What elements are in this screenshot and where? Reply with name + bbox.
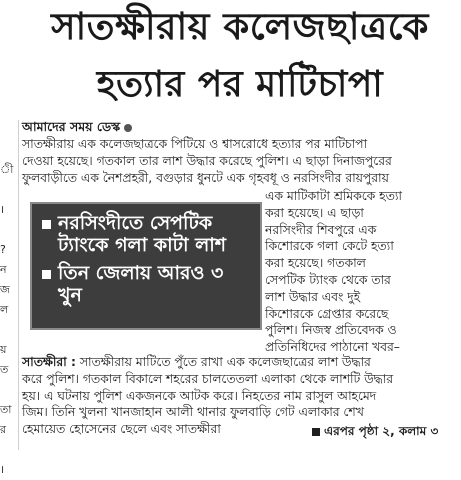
- text-line: [22, 354, 456, 371]
- bottom-fade: [0, 448, 461, 461]
- fragment-char: ন: [0, 263, 7, 276]
- fragment-char: য়: [0, 343, 7, 356]
- text-line: হেমায়েত হোসেনের ছেলে এবং সাতক্ষীরা: [22, 422, 221, 437]
- fragment-char: [0, 320, 16, 340]
- square-bullet-icon: [42, 220, 51, 229]
- text-line: দেওয়া হয়েছে। গতকাল তার লাশ উদ্ধার করেছে পুলিশ। এ ছাড়া দিনাজপুরের: [22, 153, 392, 168]
- fragment-char: ত: [0, 363, 9, 376]
- text-line: প্রতিনিধিদের পাঠানো খবর–: [265, 340, 400, 355]
- fragment-char: [0, 380, 16, 400]
- intro-paragraph: [22, 136, 456, 186]
- headline: [22, 4, 458, 108]
- text-line: হয়। এ ঘটনায় পুলিশ একজনকে আটক করে। নিহতের নাম রাসুল আহমেদ: [22, 388, 377, 403]
- text-line: করে পুলিশ। গতকাল বিকালে শহরের চালতেতলা এলাকা থেকে লাশটি উদ্ধার: [22, 371, 394, 386]
- continued-on-text: এরপর পৃষ্ঠা ২, কলাম ৩: [324, 424, 439, 438]
- continued-on: [312, 423, 438, 443]
- fragment-char: [0, 60, 16, 80]
- square-bullet-icon: [42, 270, 51, 279]
- text-line: জিম। তিনি খুলনা খানজাহান আলী থানার ফুলবাড়ি গেট এলাকার শেখ: [22, 405, 364, 420]
- fragment-char: র: [0, 423, 7, 436]
- fragment-char: [0, 80, 16, 100]
- fragment-char: [0, 0, 16, 20]
- section-lead: সাতক্ষীরা :: [22, 355, 76, 369]
- text-line: ফুলবাড়ীতে এক নৈশপ্রহরী, বগুড়ার ধুনটে এক গৃহবধূ ও নরসিংদীর রায়পুরায়: [22, 170, 389, 185]
- text-line: সাতক্ষীরায় এক কলেজছাত্রকে পিটিয়ে ও শ্বাসরোধে হত্যার পর মাটিচাপা: [22, 137, 368, 151]
- fragment-char: ।: [0, 203, 5, 216]
- text-line: লাশ উদ্ধার এবং দুই: [265, 289, 361, 304]
- fragment-char: [0, 40, 16, 60]
- text-line: নরসিংদীর শিবপুরে এক: [265, 222, 377, 237]
- highlight-text: নরসিংদীতে সেপটিক ট্যাংকে গলা কাটা লাশ: [58, 212, 227, 256]
- headline-line-1: সাতক্ষীরায় কলেজছাত্রকে: [51, 5, 429, 48]
- fragment-char: তা: [0, 403, 12, 416]
- fragment-char: [0, 220, 16, 240]
- fragment-char: জ: [0, 283, 10, 296]
- fragment-char: [0, 140, 16, 160]
- right-column-text: [265, 188, 457, 356]
- text-line: কিশোরকে গ্রেপ্তার করেছে: [265, 306, 389, 321]
- fragment-char: [0, 180, 16, 200]
- highlight-item: [42, 212, 252, 256]
- text-line: করা হয়েছে। এ ছাড়া: [265, 205, 364, 220]
- bullet-dot-icon: [124, 124, 132, 132]
- headline-line-2: হত্যার পর মাটিচাপা: [96, 64, 384, 105]
- text-line: পুলিশ। নিজস্ব প্রতিবেদক ও: [265, 323, 397, 338]
- byline-text: আমাদের সময় ডেস্ক: [22, 119, 121, 134]
- fragment-char: ?: [0, 243, 6, 256]
- highlight-item: [42, 262, 252, 306]
- fragment-char: [0, 20, 16, 40]
- text-line: সেপটিক ট্যাংক থেকে তার: [265, 272, 391, 287]
- fragment-char: ী: [0, 163, 14, 176]
- highlight-text: তিন জেলায় আরও ৩ খুন: [58, 262, 224, 306]
- adjacent-column-fragment: [0, 0, 16, 476]
- column-divider: [18, 120, 19, 450]
- fragment-char: ল: [0, 303, 9, 316]
- fragment-char: ।: [0, 463, 5, 476]
- text-line: কিশোরকে গলা কেটে হত্যা: [265, 239, 394, 254]
- fragment-char: [0, 120, 16, 140]
- text-line: করা হয়েছে। গতকাল: [265, 256, 366, 271]
- text-line: এক মাটিকাটা শ্রমিককে হত্যা: [265, 189, 402, 203]
- section-text: সাতক্ষীরায় মাটিতে পুঁতে রাখা এক কলেজছাত্রের লাশ উদ্ধার: [75, 355, 371, 369]
- highlight-box: [30, 202, 262, 330]
- fragment-char: [0, 100, 16, 120]
- square-marker-icon: [312, 428, 320, 436]
